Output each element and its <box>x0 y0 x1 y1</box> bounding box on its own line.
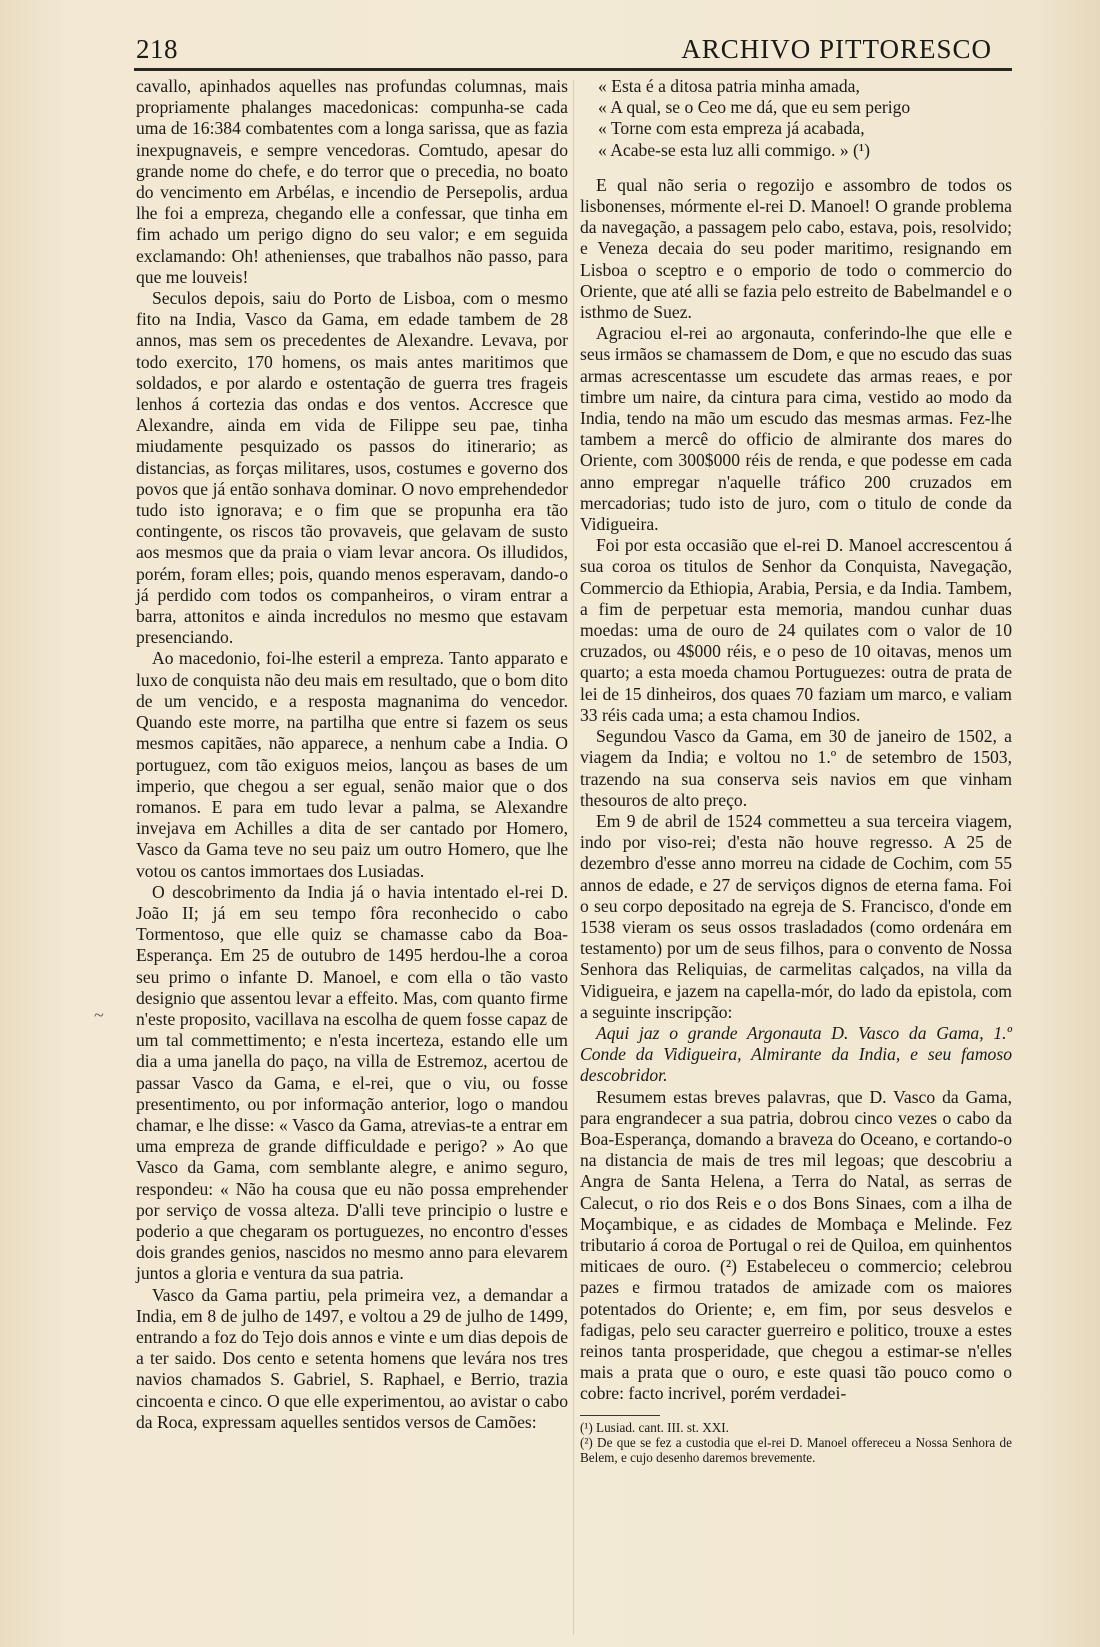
footnote: (²) De que se fez a custodia que el-rei D. Manoel offereceu a Nossa Senhora de Belem, e cujo desenho daremos brevemente. <box>580 1434 1012 1465</box>
verse-line: « A qual, se o Ceo me dá, que eu sem perigo <box>598 97 911 118</box>
verse-line: « Esta é a ditosa patria minha amada, <box>598 76 860 96</box>
margin-tick-mark: ~ <box>94 1005 104 1025</box>
paragraph: cavallo, apinhados aquelles nas profundas columnas, mais propriamente phalanges macedonicas: compunha-se cada uma de 16:384 combatentes com a longa sarissa, que as fazia inexpugnaveis, e sempre vencedoras. Comtudo, apesar do grande nome do chefe, e do terror que o precedia, no boato do vencimento em Arbélas, e incendio de Persepolis, ardua lhe foi a empreza, chegando elle a confessar, que tinha em fim achado um perigo digno do seu valor; e em seguida exclamando: Oh! athenienses, que trabalhos não passo, para que me louveis! <box>136 76 568 287</box>
right-column <box>580 76 1012 1465</box>
column-divider <box>573 80 574 1635</box>
paragraph: E qual não seria o regozijo e assombro de todos os lisbonenses, mórmente el-rei D. Manoel! O grande problema da navegação, a passagem pelo cabo, estava, pois, resolvido; e Veneza decaia do seu poder maritimo, resignando em Lisboa o sceptro e o emporio de todo o commercio do Oriente, que até alli se fazia pelo estreito de Babelmandel e o isthmo de Suez. <box>580 174 1012 323</box>
paragraph: Em 9 de abril de 1524 commetteu a sua terceira viagem, indo por viso-rei; d'esta não houve regresso. A 25 de dezembro d'esse anno morreu na cidade de Cochim, com 55 annos de edade, e 27 de serviços dignos de eterna fama. Foi o seu corpo depositado na egreja de S. Francisco, d'onde em 1538 vieram os seus ossos trasladados (como ordenára em testamento) por um de seus filhos, para o convento de Nossa Senhora das Reliquias, de carmelitas calçados, na villa da Vidigueira, e jazem na capella-mór, do lado da epistola, com a seguinte inscripção: <box>580 810 1012 1022</box>
verse-line: « Torne com esta empreza já acabada, <box>598 118 865 139</box>
paragraph: Vasco da Gama partiu, pela primeira vez, a demandar a India, em 8 de julho de 1497, e voltou a 29 de julho de 1499, entrando a foz do Tejo dois annos e vinte e um dias depois de a ter saido. Dos cento e setenta homens que levára nos tres navios chamados S. Gabriel, S. Raphael, e Berrio, trazia cincoenta e cinco. O que elle experimentou, ao avistar o cabo da Roca, expressam aquelles sentidos versos de Camões: <box>136 1284 568 1432</box>
inscription: Aqui jaz o grande Argonauta D. Vasco da Gama, 1.º Conde da Vidigueira, Almirante da India, e seu famoso descobridor. <box>580 1022 1012 1086</box>
verse-line: « Acabe-se esta luz alli commigo. » (¹) <box>598 139 871 160</box>
paragraph: Ao macedonio, foi-lhe esteril a empreza. Tanto apparato e luxo de conquista não deu mais em resultado, que o bom dito de um vencido, e a resposta magnanima do vencedor. Quando este morre, na partilha que entre si fazem os seus mesmos capitães, não apparece, a nenhum cabe a India. O portuguez, com tão exiguos meios, lançou as bases de um imperio, que chegou a ser egual, senão maior que o dos romanos. E para em tudo levar a palma, se Alexandre invejava em Achilles a dita de ser cantado por Homero, Vasco da Gama teve no seu paiz um outro Homero, que lhe votou os cantos immortaes dos Lusiadas. <box>136 648 568 881</box>
left-column <box>136 76 568 1433</box>
paragraph: Segundou Vasco da Gama, em 30 de janeiro de 1502, a viagem da India; e voltou no 1.º de setembro de 1503, trazendo na sua conserva seis navios em que vinham thesouros de alto preço. <box>580 726 1012 810</box>
paragraph: Foi por esta occasião que el-rei D. Manoel accrescentou á sua coroa os titulos de Senhor da Conquista, Navegação, Commercio da Ethiopia, Arabia, Persia, e da India. Tambem, a fim de perpetuar esta memoria, mandou cunhar duas moedas: uma de ouro de 24 quilates com o valor de 10 cruzados, ou 4$000 réis, e o peso de 10 oitavas, menos um quarto; a esta moeda chamou Portuguezes: outra de prata de lei de 15 dinheiros, dos quaes 70 faziam um marco, e valiam 33 réis cada uma; a esta chamou Indios. <box>580 535 1012 725</box>
paragraph: Resumem estas breves palavras, que D. Vasco da Gama, para engrandecer a sua patria, dobrou cinco vezes o cabo da Boa-Esperança, domando a braveza do Oceano, e cortando-o na distancia de mais de tres mil legoas; que descobriu a Angra de Santa Helena, a Terra do Natal, as serras de Calecut, o rio dos Reis e o dos Bons Sinaes, com a ilha de Moçambique, e as cidades de Mombaça e Melinde. Fez tributario á coroa de Portugal o rei de Quiloa, em quinhentos miticaes de ouro. (²) Estabeleceu o commercio; celebrou pazes e firmou tratados de amizade com os maiores potentados do Oriente; e, em fim, por seus desvelos e fadigas, pelo seu caracter guerreiro e politico, trouxe a estes reinos tanta prosperidade, que chegou a estimar-se n'elles mais a prata que o ouro, e este quasi tão pouco como o cobre: facto incrivel, porém verdadei- <box>580 1086 1012 1404</box>
journal-title: ARCHIVO PITTORESCO <box>681 34 992 64</box>
paragraph: Seculos depois, saiu do Porto de Lisboa, com o mesmo fito na India, Vasco da Gama, em edade tambem de 28 annos, mas sem os precedentes de Alexandre. Levava, por todo exercito, 170 homens, os mais antes maritimos que soldados, e por alardo e ostentação de guerra tres frageis lenhos á cortezia das ondas e dos ventos. Accresce que Alexandre, ainda em vida de Filippe seu pae, tinha miudamente pesquizado os passos do itinerario; as distancias, as forças militares, usos, costumes e governo dos povos que já então sonhava dominar. O novo emprehendedor tudo isto ignorava; e o fim que se propunha era tão contingente, os riscos tão provaveis, que gelavam de susto aos mesmos que da praia o viam levar ancora. Os illudidos, porém, foram elles; pois, quando menos esperavam, dando-o já perdido com todos os companheiros, o viram entrar a barra, attonitos e ainda incredulos no mesmo que estavam presenciando. <box>136 288 568 648</box>
page-number: 218 <box>136 34 178 64</box>
paragraph: O descobrimento da India já o havia intentado el-rei D. João II; já em seu tempo fôra reconhecido o cabo Tormentoso, que elle quiz se chamasse cabo da Boa-Esperança. Em 25 de outubro de 1495 herdou-lhe a coroa seu primo o infante D. Manoel, e com ella o tão vasto designio que assentou levar a effeito. Mas, com quanto firme n'este proposito, vacillava na escolha de quem fosse capaz de um tal commettimento; e n'esta incerteza, estando elle um dia a uma janella do paço, na villa de Estremoz, acertou de passar Vasco da Gama, e el-rei, que o viu, ou fosse presentimento, ou por informação anterior, logo o mandou chamar, e lhe disse: « Vasco da Gama, atrevias-te a entrar em uma empreza de grande difficuldade e perigo? » Ao que Vasco da Gama, com semblante alegre, e animo seguro, respondeu: « Não ha cousa que eu não possa emprehender por serviço de vossa alteza. D'alli teve principio o lustre e poderio a que chegaram os portuguezes, no encontro d'esses dois grandes genios, nascidos no mesmo anno para elevarem juntos a gloria e ventura da sua patria. <box>136 881 568 1284</box>
page-header <box>134 32 1012 70</box>
header-rule <box>134 70 1012 71</box>
spacer <box>580 161 1012 175</box>
footnote: (¹) Lusiad. cant. III. st. XXI. <box>580 1419 729 1435</box>
footnote-rule <box>580 1415 660 1416</box>
paragraph: Agraciou el-rei ao argonauta, conferindo-lhe que elle e seus irmãos se chamassem de Dom, e que no escudo das suas armas acrescentasse um escudete das armas reaes, e por timbre um naire, da cintura para cima, vestido ao modo da India, tendo na mão um escudo das mesmas armas. Fez-lhe tambem a mercê do officio de almirante dos mares do Oriente, com 300$000 réis de renda, e que podesse em cada anno empregar n'aquelle tráfico 200 cruzados em mercadorias; tudo isto de juro, com o titulo de conde da Vidigueira. <box>580 323 1012 535</box>
